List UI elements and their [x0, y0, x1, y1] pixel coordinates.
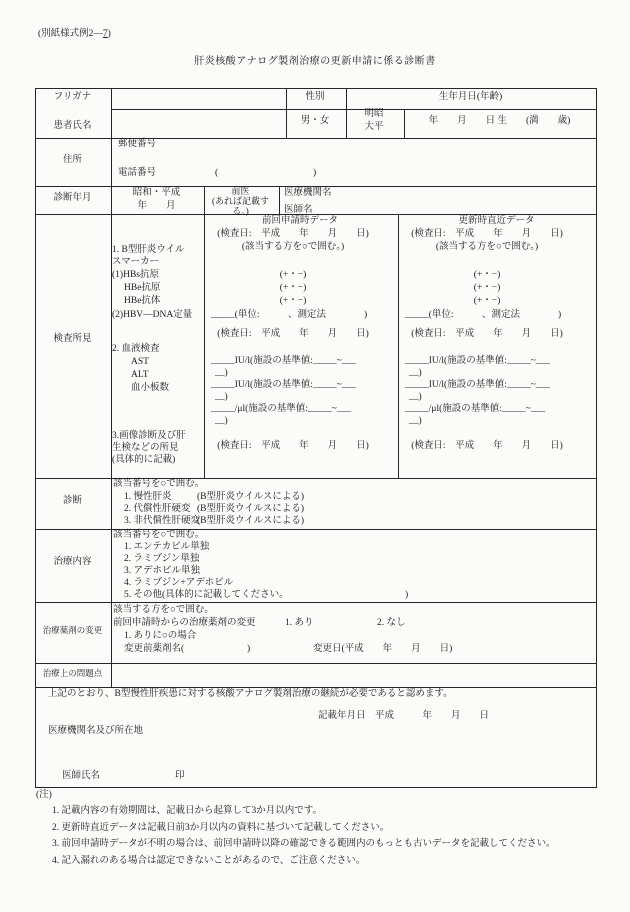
exam-findings-label: 検査所見 — [53, 334, 92, 344]
previous-doctor-label: 前医 — [231, 186, 250, 196]
phone-paren-close: ) — [313, 168, 317, 178]
exam-row-imaging1: 3.画像診断及び肝 — [112, 431, 186, 441]
col-previous-platelet-line: _____/μl(施設の基準値:_____~___ — [211, 404, 352, 414]
note-item-2: 2. 更新時直近データは記載日前3か月以内の資料に基づいて記載してください。 — [52, 823, 390, 833]
diagnosis-cause-1: (B型肝炎ウイルスによる) — [197, 492, 305, 502]
diagnosis-instruction: 該当番号を○で囲む。 — [113, 479, 205, 489]
notes-label: (注) — [36, 790, 52, 800]
col-latest-ast-line: _____IU/l(施設の基準値:_____~___ — [405, 356, 550, 366]
grid-line-h — [36, 186, 596, 187]
col-latest-exam-date: (検査日: 平成 年 月 日) — [411, 229, 563, 239]
drug-change-if-yes: 1. ありに○の場合 — [124, 631, 197, 641]
col-previous-platelet-cont: __) — [215, 416, 228, 426]
col-previous-pm-hbeag: (+・−) — [279, 283, 307, 293]
col-latest-exam-date2: (検査日: 平成 年 月 日) — [411, 329, 563, 339]
institution-name-label: 医療機関名 — [284, 188, 332, 198]
drug-change-label: 治療薬剤の変更 — [42, 625, 103, 635]
treatment-label: 治療内容 — [53, 557, 92, 567]
treatment-instruction: 該当番号を○で囲む。 — [113, 530, 205, 540]
drug-change-before-close: ) — [247, 644, 251, 654]
col-latest-ast-cont: __) — [409, 368, 422, 378]
phone-label: 電話番号 — [118, 168, 157, 178]
treatment-problems-label: 治療上の問題点 — [42, 668, 103, 678]
exam-row-alt: ALT — [131, 370, 149, 380]
drug-change-before-label: 変更前薬剤名( — [124, 644, 185, 654]
col-latest-alt-line: _____IU/l(施設の基準値:_____~___ — [405, 380, 550, 390]
grid-line-h — [36, 214, 596, 215]
diagnosis-cause-2: (B型肝炎ウイルスによる) — [197, 504, 305, 514]
col-latest-exam-date3: (検査日: 平成 年 月 日) — [411, 441, 563, 451]
birthdate-fields: 年 月 日 生 (満 歳) — [428, 116, 571, 126]
col-latest-header: 更新時直近データ — [458, 216, 535, 226]
exam-row-imaging2: 生検などの所見 — [112, 443, 179, 453]
col-latest-platelet-line: _____/μl(施設の基準値:_____~___ — [405, 404, 546, 414]
col-latest-circle-note: (該当する方を○で囲む。) — [435, 242, 539, 252]
grid-line-v — [279, 186, 280, 214]
exam-row-hbeab: HBe抗体 — [124, 296, 161, 306]
sex-label: 性別 — [305, 92, 325, 102]
note-item-4: 4. 記入漏れのある場合は認定できないことがあるので、ご注意ください。 — [52, 856, 366, 866]
diagnosis-date-label: 診断年月 — [53, 193, 92, 203]
note-item-3: 3. 前回申請時データが不明の場合は、前回申請時以降の確認できる範囲内のもっとも古いデータを記載してください。 — [52, 839, 556, 849]
doctor-name-label: 医師名 — [284, 205, 313, 215]
exam-row-imaging3: (具体的に記載) — [112, 455, 176, 465]
col-previous-alt-cont: __) — [215, 392, 228, 402]
certification-doctor-label: 医師氏名 — [62, 771, 101, 781]
form-code-number: 7 — [102, 29, 108, 39]
exam-row-platelet: 血小板数 — [131, 383, 170, 393]
drug-change-no: 2. なし — [377, 618, 406, 628]
exam-row-hbs: (1)HBs抗原 — [112, 270, 159, 280]
postal-code-label: 郵便番号 — [118, 139, 157, 149]
exam-row-dna: (2)HBV—DNA定量 — [112, 310, 193, 320]
grid-line-v — [111, 89, 112, 687]
treatment-option-3: 3. アデホビル単独 — [124, 566, 201, 576]
form-code-suffix: ) — [107, 29, 111, 39]
col-previous-ast-cont: __) — [215, 368, 228, 378]
previous-doctor-note2: る。) — [232, 206, 249, 216]
col-previous-exam-date: (検査日: 平成 年 月 日) — [217, 229, 369, 239]
col-previous-circle-note: (該当する方を○で囲む。) — [241, 242, 345, 252]
grid-line-v — [398, 214, 399, 478]
exam-row-marker2: スマーカー — [112, 257, 160, 267]
diagnosis-option-3: 3. 非代償性肝硬変 — [124, 516, 201, 526]
grid-line-h — [36, 687, 596, 688]
furigana-label: フリガナ — [53, 92, 92, 102]
grid-line-h — [36, 663, 596, 664]
phone-paren-open: ( — [215, 168, 219, 178]
treatment-option-1: 1. エンテカビル単独 — [124, 542, 210, 552]
col-latest-dna-line: _____(単位: 、測定法 ) — [405, 310, 562, 320]
diagnosis-label: 診断 — [62, 496, 82, 506]
diagnosis-cause-3: (B型肝炎ウイルスによる) — [197, 516, 305, 526]
treatment-option-5-close: ) — [405, 590, 409, 600]
col-latest-alt-cont: __) — [409, 392, 422, 402]
certification-date-line: 記載年月日 平成 年 月 日 — [318, 711, 490, 721]
col-previous-alt-line: _____IU/l(施設の基準値:_____~___ — [211, 380, 356, 390]
sex-options: 男・女 — [300, 116, 330, 126]
col-previous-pm-hbeab: (+・−) — [279, 296, 307, 306]
col-latest-pm-hbs: (+・−) — [473, 270, 501, 280]
note-item-1: 1. 記載内容の有効期間は、記載日から起算して3か月以内です。 — [52, 806, 322, 816]
certification-seal: 印 — [175, 771, 185, 781]
certification-institution-label: 医療機関名及び所在地 — [48, 726, 144, 736]
exam-row-marker1: 1. B型肝炎ウイル — [112, 245, 185, 255]
form-title: 肝炎核酸アナログ製剤治療の更新申請に係る診断書 — [194, 56, 436, 67]
grid-line-h — [36, 602, 596, 603]
form-code-prefix: (別紙様式例2— — [38, 29, 103, 39]
col-latest-pm-hbeag: (+・−) — [473, 283, 501, 293]
col-previous-ast-line: _____IU/l(施設の基準値:_____~___ — [211, 356, 356, 366]
drug-change-date: 変更日(平成 年 月 日) — [313, 644, 453, 654]
form-code — [38, 30, 111, 40]
patient-name-label: 患者氏名 — [53, 121, 92, 131]
col-previous-exam-date3: (検査日: 平成 年 月 日) — [217, 441, 369, 451]
certification-statement: 上記のとおり、B型慢性肝疾患に対する核酸アナログ製剤治療の継続が必要であると認めます。 — [48, 689, 453, 699]
col-previous-dna-line: _____(単位: 、測定法 ) — [211, 310, 368, 320]
diagnosis-date-era: 昭和・平成 — [132, 188, 181, 198]
drug-change-question: 前回申請時からの治療薬剤の変更 — [113, 618, 256, 628]
treatment-option-2: 2. ラミブジン単独 — [124, 554, 200, 564]
era-abbrev-line1: 明昭 — [364, 109, 384, 119]
treatment-option-5: 5. その他(具体的に記載してください。 — [124, 590, 289, 600]
exam-row-hbeag: HBe抗原 — [124, 283, 161, 293]
previous-doctor-note1: (あれば記載す — [212, 196, 269, 206]
address-label: 住所 — [62, 155, 82, 165]
col-previous-exam-date2: (検査日: 平成 年 月 日) — [217, 329, 369, 339]
exam-row-blood: 2. 血液検査 — [112, 344, 160, 354]
drug-change-yes: 1. あり — [285, 618, 314, 628]
exam-row-ast: AST — [131, 357, 149, 367]
col-latest-pm-hbeab: (+・−) — [473, 296, 501, 306]
diagnosis-option-2: 2. 代償性肝硬変 — [124, 504, 191, 514]
grid-line-v — [204, 186, 205, 478]
diagnosis-option-1: 1. 慢性肝炎 — [124, 492, 172, 502]
col-previous-header: 前回申請時データ — [261, 216, 338, 226]
treatment-option-4: 4. ラミブジン+アデホビル — [124, 578, 234, 588]
birthdate-header: 生年月日(年齢) — [438, 92, 503, 102]
col-previous-pm-hbs: (+・−) — [279, 270, 307, 280]
era-abbrev-line2: 大平 — [364, 122, 384, 132]
drug-change-instruction: 該当する方を○で囲む。 — [113, 605, 214, 615]
diagnosis-date-ym: 年 月 — [137, 201, 176, 211]
col-latest-platelet-cont: __) — [409, 416, 422, 426]
